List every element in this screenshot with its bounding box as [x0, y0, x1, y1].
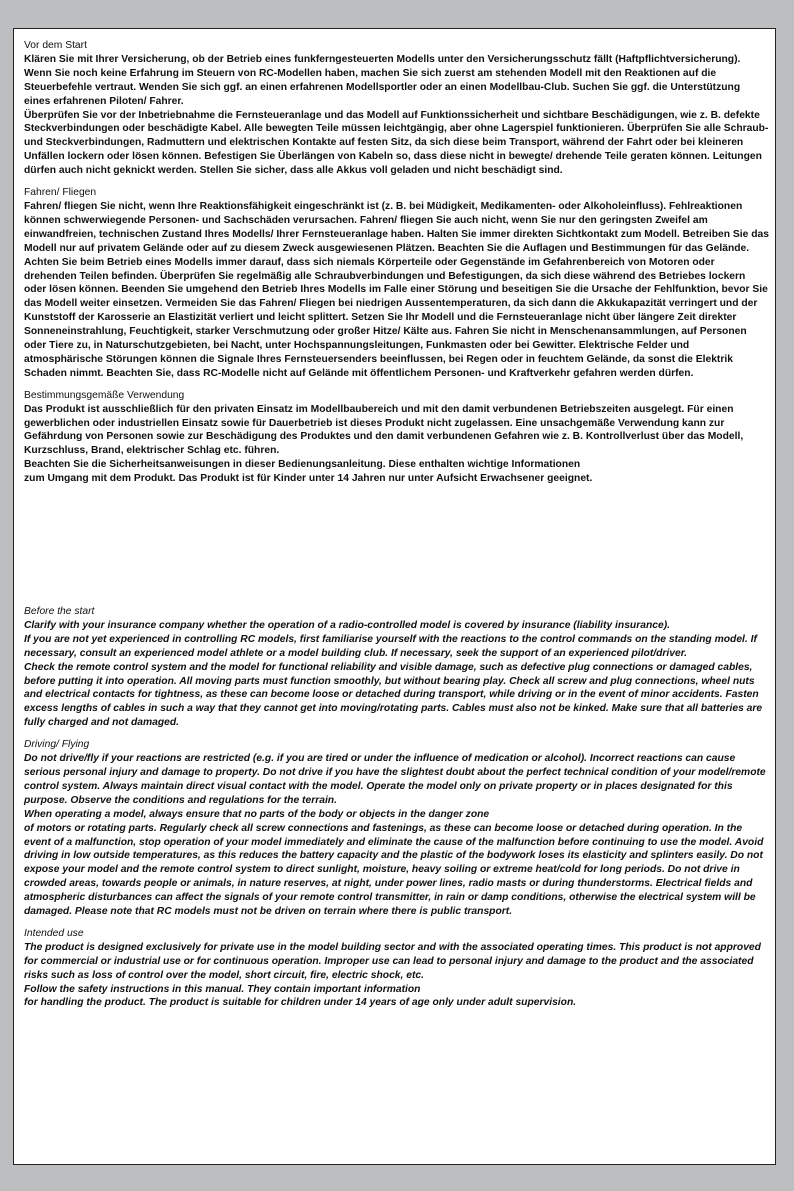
paragraph: When operating a model, always ensure that no parts of the body or objects in the danger zone [24, 808, 490, 820]
section-intended-use [24, 927, 769, 1010]
german-text-block [24, 39, 769, 494]
paragraph: Das Produkt ist ausschließlich für den privaten Einsatz im Modellbaubereich und mit den damit verbundenen Betriebszeiten ausgelegt. Für einen gewerblichen oder industriellen Einsatz sowie für Dauerbetrieb ist dieses Produkt nicht zugelassen. Eine unsachgemäße Verwendung kann zur Gefährdung von Personen sowie zur Beschädigung des Produktes und den damit verbundenen Gefahren wie z. B. Kontrollverlust über das Modell, Kurzschluss, Brand, elektrischer Schlag etc. führen. [24, 403, 744, 457]
paragraph: Klären Sie mit Ihrer Versicherung, ob der Betrieb eines funkferngesteuerten Modells unter den Versicherungsschutz fällt (Haftpflichtversicherung). [24, 53, 741, 65]
paragraph: Follow the safety instructions in this manual. They contain important information [24, 983, 421, 995]
paragraph: Wenn Sie noch keine Erfahrung im Steuern von RC-Modellen haben, machen Sie sich zuerst am stehenden Modell mit den Reaktionen auf die Steuerbefehle vertraut. Wenden Sie sich ggf. an einen erfahrenen Modellsportler oder an einen Modellbau-Club. Suchen Sie ggf. die Unterstützung eines erfahrenen Piloten/ Fahrer. [24, 67, 741, 107]
section-heading: Driving/ Flying [24, 739, 90, 751]
paragraph: Fahren/ fliegen Sie nicht, wenn Ihre Reaktionsfähigkeit eingeschränkt ist (z. B. bei Müdigkeit, Medikamenten- oder Alkoholeinfluss). Fehlreaktionen können schwerwiegende Personen- und Sachschäden verursachen. Fahren/ fliegen Sie auch nicht, wenn Sie nur den geringsten Zweifel am einwandfreien, technischen Zustand Ihres Modells/ Ihrer Fernsteueranlage haben. Halten Sie immer direkten Sichtkontakt zum Modell. Betreiben Sie das Modell nur auf privatem Gelände oder auf zu diesem Zweck ausgewiesenen Plätzen. Beachten Sie die Auflagen und Bestimmungen für das Gelände. [24, 200, 769, 254]
section-heading: Intended use [24, 927, 84, 939]
paragraph: Clarify with your insurance company whether the operation of a radio-controlled model is covered by insurance (liability insurance). [24, 619, 670, 631]
paragraph: Achten Sie beim Betrieb eines Modells immer darauf, dass sich niemals Körperteile oder Gegenstände im Gefahrenbereich von Motoren oder drehenden Teilen befinden. Überprüfen Sie regelmäßig alle Schraubverbindungen und Befestigungen, da sich diese während des Betriebes lockern oder lösen können. Beenden Sie umgehend den Betrieb Ihres Modells im Falle einer Störung und beseitigen Sie die Ursache der Fehlfunktion, bevor Sie das Modell weiter einsetzen. Vermeiden Sie das Fahren/ Fliegen bei niedrigen Aussentemperaturen, da sich dann die Akkukapazität verringert und der Kunststoff der Karosserie an Elastizität verliert und leicht splittert. Setzen Sie Ihr Modell und die Fernsteueranlage nicht über längere Zeit direkter Sonneneinstrahlung, Feuchtigkeit, starker Verschmutzung oder großer Hitze/ Kälte aus. Fahren Sie nicht in Menschenansammlungen, auf Personen oder Tiere zu, in Naturschutzgebieten, bei Nacht, unter Hochspannungsleitungen, Funkmasten oder bei Gewitter. Elektrische Felder und atmosphärische Störungen können die Signale Ihres Fernsteuersenders beeinflussen, bei Regen oder in feuchtem Gelände, da sonst die Elektrik Schaden nimmt. Beachten Sie, dass RC-Modelle nicht auf Gelände mit öffentlichem Personen- und Kraftverkehr gefahren werden dürfen. [24, 256, 768, 379]
paragraph: The product is designed exclusively for private use in the model building sector and with the associated operating times. This product is not approved for commercial or industrial use or for continuous operation. Improper use can lead to personal injury and damage to the product and the associated risks such as loss of control over the model, short circuit, fire, electric shock, etc. [24, 941, 761, 981]
paragraph: Überprüfen Sie vor der Inbetriebnahme die Fernsteueranlage und das Modell auf Funktionssicherheit und sichtbare Beschädigungen, wie z. B. defekte Steckverbindungen oder beschädigte Kabel. Alle bewegten Teile müssen leichtgängig, aber ohne Lagerspiel funktionieren. Überprüfen Sie alle Schraub- und Steckverbindungen, Radmuttern und elektrischen Kontakte auf festen Sitz, da sich diese beim Transport, während der Fahrt oder bei kleineren Unfällen lockern oder lösen können. Befestigen Sie Überlängen von Kabeln so, dass diese nicht in bewegte/ drehende Teile geraten können. Leitungen dürfen auch nicht geknickt werden. Stellen Sie sicher, dass alle Akkus voll geladen und nicht beschädigt sind. [24, 109, 769, 177]
paragraph: for handling the product. The product is suitable for children under 14 years of age only under adult supervision. [24, 997, 577, 1009]
section-heading: Vor dem Start [24, 40, 87, 51]
paragraph: Beachten Sie die Sicherheitsanweisungen in dieser Bedienungsanleitung. Diese enthalten wichtige Informationen [24, 459, 581, 471]
english-text-block [24, 605, 769, 1018]
section-driving-flying [24, 738, 769, 919]
manual-page [13, 28, 776, 1165]
section-heading: Bestimmungsgemäße Verwendung [24, 389, 185, 401]
section-bestimmungsgemaesse-verwendung [24, 389, 769, 486]
section-before-the-start [24, 605, 769, 730]
section-heading: Before the start [24, 606, 95, 617]
paragraph: Check the remote control system and the model for functional reliability and visible damage, such as defective plug connections or damaged cables, before putting it into operation. All moving parts must function smoothly, but without bearing play. Check all screw and plug connections, wheel nuts and electrical contacts for tightness, as these can become loose or detached during transport, while driving or in the event of minor accidents. Fasten excess lengths of cables in such a way that they cannot get into moving/rotating parts. Cables must also not be kinked. Make sure that all batteries are fully charged and not damaged. [24, 661, 763, 729]
paragraph: Do not drive/fly if your reactions are restricted (e.g. if you are tired or under the influence of medication or alcohol). Incorrect reactions can cause serious personal injury and damage to property. Do not drive if you have the slightest doubt about the perfect technical condition of your model/remote control system. Always maintain direct visual contact with the model. Operate the model only on private property or in places designated for this purpose. Observe the conditions and regulations for the terrain. [24, 753, 766, 806]
paragraph: If you are not yet experienced in controlling RC models, first familiarise yourself with the reactions to the control commands on the standing model. If necessary, consult an experienced model athlete or a model building club. If necessary, seek the support of an experienced pilot/driver. [24, 633, 757, 659]
paragraph: zum Umgang mit dem Produkt. Das Produkt ist für Kinder unter 14 Jahren nur unter Aufsicht Erwachsener geeignet. [24, 473, 593, 485]
paragraph: of motors or rotating parts. Regularly check all screw connections and fastenings, as these can become loose or detached during operation. In the event of a malfunction, stop operation of your model immediately and eliminate the cause of the malfunction before continuing to use the model. Avoid driving in low outside temperatures, as this reduces the battery capacity and the plastic of the bodywork loses its elasticity and splinters easily. Do not expose your model and the remote control system to direct sunlight, moisture, heavy soiling or extreme heat/cold for long periods. Do not drive in crowded areas, towards people or animals, in nature reserves, at night, under power lines, radio masts or during thunderstorms. Electrical fields and atmospheric disturbances can affect the signals of your remote control transmitter, in rain or damp conditions, otherwise the electrical system will be damaged. Please note that RC models must not be driven on terrain where there is public transport. [24, 822, 764, 918]
section-fahren-fliegen [24, 186, 769, 381]
section-heading: Fahren/ Fliegen [24, 187, 97, 199]
section-vor-dem-start [24, 39, 769, 178]
